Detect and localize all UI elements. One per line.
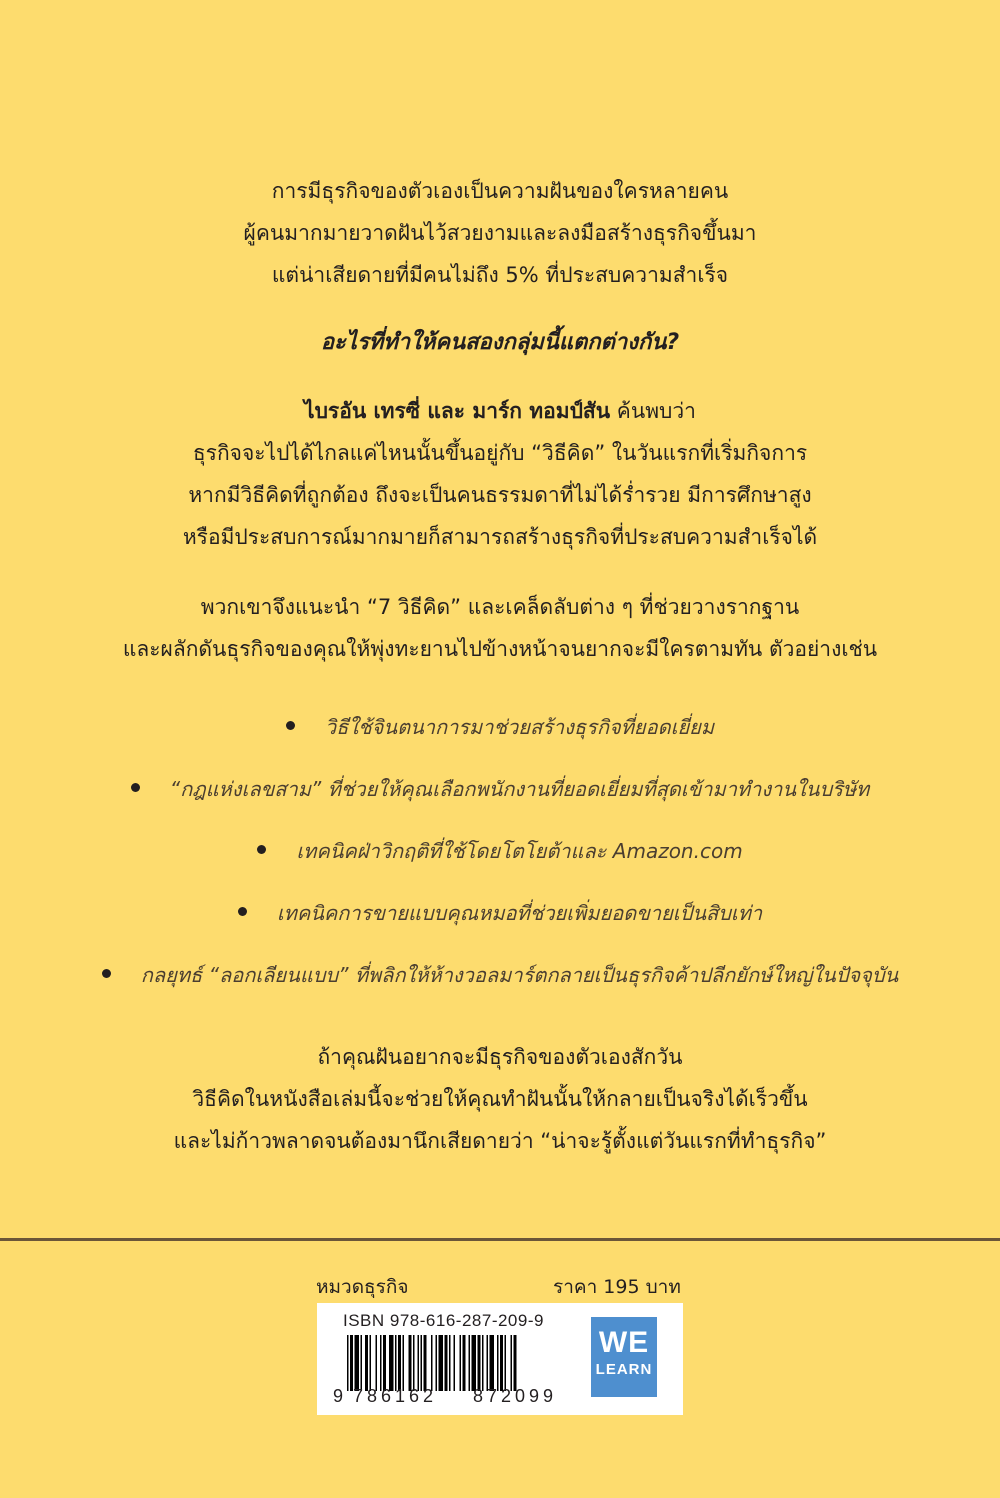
barcode-bar	[469, 1335, 471, 1391]
bullet-dot-icon	[131, 783, 140, 792]
barcode-bar	[497, 1335, 499, 1391]
barcode-bar	[445, 1335, 448, 1391]
bullet-item	[40, 820, 960, 882]
barcode-image	[333, 1335, 587, 1391]
barcode-bar	[403, 1335, 405, 1391]
barcode-bar	[370, 1335, 372, 1391]
intro-line: ผู้คนมากมายวาดฝันไว้สวยงามและลงมือสร้างธุรกิจขึ้นมา	[243, 221, 757, 245]
bullet-dot-icon	[257, 845, 266, 854]
authors-body-line: หากมีวิธีคิดที่ถูกต้อง ถึงจะเป็นคนธรรมดาที่ไม่ได้ร่ำรวย มีการศึกษาสูง	[188, 483, 812, 507]
barcode-bar	[418, 1335, 420, 1391]
blurb	[40, 170, 960, 1162]
barcode-bar	[398, 1335, 401, 1391]
bullet-text: เทคนิคการขายแบบคุณหมอที่ช่วยเพิ่มยอดขายเป็นสิบเท่า	[276, 901, 763, 925]
barcode-bar	[409, 1335, 412, 1391]
barcode-bar	[383, 1335, 386, 1391]
isbn-box	[317, 1303, 683, 1415]
barcode-bar	[487, 1335, 489, 1391]
bullet-text: กลยุทธ์ “ลอกเลียนแบบ” ที่พลิกให้ห้างวอลมาร์ตกลายเป็นธุรกิจค้าปลีกยักษ์ใหญ่ในปัจจุบัน	[140, 963, 899, 987]
barcode-bar	[413, 1335, 415, 1391]
barcode-bar	[424, 1335, 427, 1391]
barcode-bar	[350, 1335, 353, 1391]
barcode-bar	[380, 1335, 382, 1391]
barcode-bar	[454, 1335, 456, 1391]
barcode-bar	[511, 1335, 513, 1391]
barcode-digit-group: 872099	[473, 1386, 558, 1406]
bullet-text: เทคนิคฝ่าวิกฤติที่ใช้โดยโตโยต้าและ Amazon.com	[296, 839, 743, 863]
barcode-bar	[478, 1335, 481, 1391]
barcode-bar	[376, 1335, 378, 1391]
barcode-bar	[463, 1335, 466, 1391]
bullet-list	[40, 696, 960, 1006]
intro-line: การมีธุรกิจของตัวเองเป็นความฝันของใครหลายคน	[271, 179, 729, 203]
barcode-bar	[361, 1335, 363, 1391]
barcode-lead-digit: 9	[333, 1386, 344, 1406]
bullet-item	[40, 758, 960, 820]
barcode-bar	[449, 1335, 451, 1391]
we-learn-logo	[591, 1317, 657, 1397]
bullet-item	[40, 944, 960, 1006]
intro-paragraph	[40, 170, 960, 296]
price-label: ราคา 195 บาท	[553, 1276, 681, 1298]
closing-paragraph	[40, 1036, 960, 1162]
isbn-label: ISBN 978-616-287-209-9	[343, 1311, 544, 1330]
barcode-bar	[436, 1335, 438, 1391]
barcode-bar	[505, 1335, 507, 1391]
barcode-bar	[395, 1335, 397, 1391]
category-label: หมวดธุรกิจ	[316, 1276, 409, 1298]
author-and: และ	[420, 399, 473, 423]
barcode-bar	[500, 1335, 503, 1391]
authors-line	[40, 390, 960, 432]
barcode-bar	[347, 1335, 349, 1391]
logo-line: LEARN	[595, 1361, 653, 1378]
authors-body-line: หรือมีประสบการณ์มากมายก็สามารถสร้างธุรกิจที่ประสบความสำเร็จได้	[182, 525, 818, 549]
barcode-bar	[431, 1335, 433, 1391]
bullet-dot-icon	[286, 721, 295, 730]
barcode-bar	[482, 1335, 484, 1391]
barcode-bar	[439, 1335, 444, 1391]
question-heading: อะไรที่ทำให้คนสองกลุ่มนี้แตกต่างกัน?	[320, 330, 680, 355]
closing-line: และไม่ก้าวพลาดจนต้องมานึกเสียดายว่า “น่าจะรู้ตั้งแต่วันแรกที่ทำธุรกิจ”	[173, 1129, 827, 1153]
barcode-bar	[472, 1335, 477, 1391]
barcode-bar	[389, 1335, 394, 1391]
divider-line	[0, 1238, 1000, 1241]
author-name-2: มาร์ก ทอมป์สัน	[472, 399, 611, 423]
bullet-dot-icon	[102, 969, 111, 978]
barcode-bar	[460, 1335, 462, 1391]
bullet-item	[40, 882, 960, 944]
authors-paragraph	[40, 390, 960, 558]
logo-line: WE	[598, 1326, 650, 1359]
barcode-bar	[421, 1335, 423, 1391]
authors-line-rest: ค้นพบว่า	[610, 399, 696, 423]
closing-line: วิธีคิดในหนังสือเล่มนี้จะช่วยให้คุณทำฝันนั้นให้กลายเป็นจริงได้เร็วขึ้น	[192, 1087, 808, 1111]
barcode-bar	[355, 1335, 360, 1391]
author-name-1: ไบรอัน เทรซี่	[304, 399, 421, 423]
bullet-text: “กฎแห่งเลขสาม” ที่ช่วยให้คุณเลือกพนักงานที่ยอดเยี่ยมที่สุดเข้ามาทำงานในบริษัท	[169, 777, 870, 801]
barcode-digit-group: 786162	[353, 1386, 438, 1406]
closing-line: ถ้าคุณฝันอยากจะมีธุรกิจของตัวเองสักวัน	[317, 1045, 683, 1069]
method-paragraph	[40, 586, 960, 670]
bullet-item	[40, 696, 960, 758]
authors-body-line: ธุรกิจจะไปได้ไกลแค่ไหนนั้นขึ้นอยู่กับ “วิธีคิด” ในวันแรกที่เริ่มกิจการ	[192, 441, 808, 465]
bullet-text: วิธีใช้จินตนาการมาช่วยสร้างธุรกิจที่ยอดเยี่ยม	[324, 715, 715, 739]
intro-line: แต่น่าเสียดายที่มีคนไม่ถึง 5% ที่ประสบความสำเร็จ	[271, 263, 729, 287]
method-line: และผลักดันธุรกิจของคุณให้พุ่งทะยานไปข้างหน้าจนยากจะมีใครตามทัน ตัวอย่างเช่น	[122, 637, 878, 661]
barcode-bar	[490, 1335, 495, 1391]
method-line: พวกเขาจึงแนะนำ “7 วิธีคิด” และเคล็ดลับต่าง ๆ ที่ช่วยวางรากฐาน	[200, 595, 800, 619]
bullet-dot-icon	[238, 907, 247, 916]
barcode-bar	[514, 1335, 517, 1391]
barcode-bar	[365, 1335, 368, 1391]
